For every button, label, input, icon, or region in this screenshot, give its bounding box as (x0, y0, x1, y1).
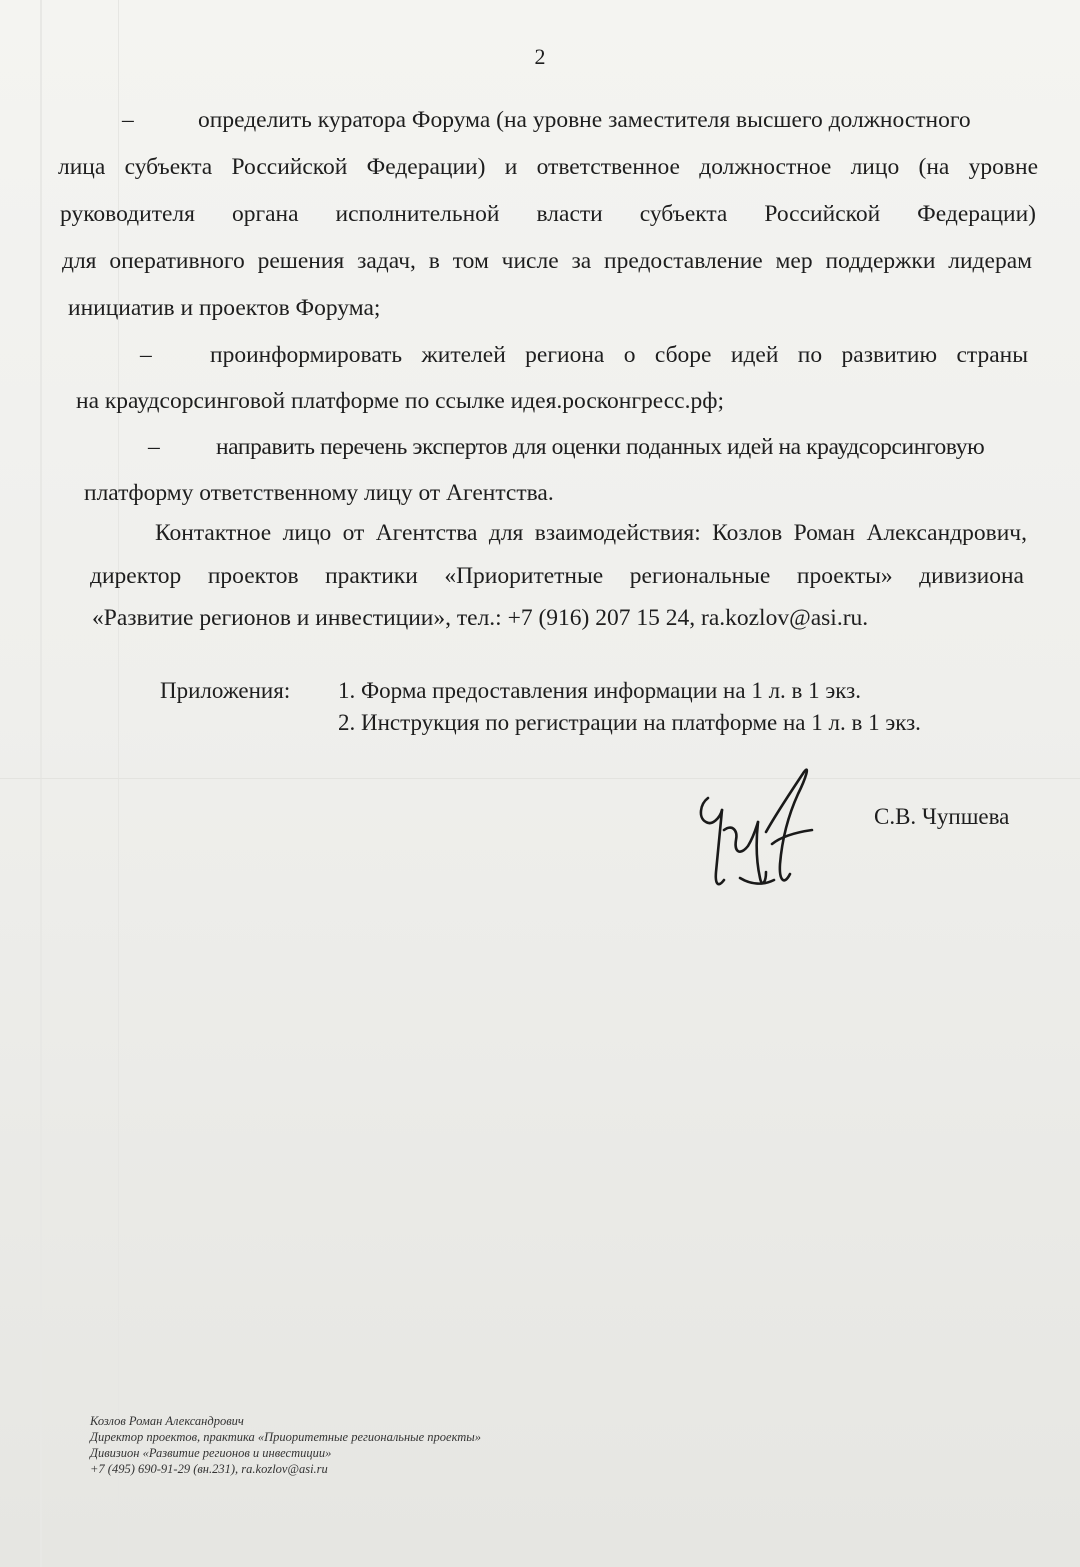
attachment-item-2: 2. Инструкция по регистрации на платформе на 1 л. в 1 экз. (338, 710, 921, 735)
footer-line: Козлов Роман Александрович (90, 1414, 244, 1428)
bullet-3-line-1: направить перечень экспертов для оценки поданных идей на краудсорсинговую (216, 434, 985, 460)
page-number: 2 (534, 44, 546, 69)
paper-crease (0, 778, 1080, 779)
contact-line-3: «Развитие регионов и инвестиции», тел.: +7 (916) 207 15 24, ra.kozlov@asi.ru. (92, 605, 869, 631)
bullet-3-line-2: платформу ответственному лицу от Агентства. (84, 480, 554, 506)
bullet-1-line-3: руководителя органа исполнительной власти субъекта Российской Федерации) (60, 201, 1036, 227)
bullet-dash: – (148, 434, 160, 460)
paper-crease (118, 0, 119, 1567)
bullet-2-line-2: на краудсорсинговой платформе по ссылке идея.росконгресс.рф; (76, 388, 724, 414)
footer-line: Дивизион «Развитие регионов и инвестиции» (90, 1446, 332, 1460)
contact-line-1: Контактное лицо от Агентства для взаимодействия: Козлов Роман Александрович, (155, 520, 1027, 546)
attachment-item-1: 1. Форма предоставления информации на 1 л. в 1 экз. (338, 678, 861, 703)
bullet-1-line-5: инициатив и проектов Форума; (68, 295, 381, 321)
paper-crease (40, 0, 42, 1567)
executor-footer (90, 1413, 481, 1477)
bullet-1-line-4: для оперативного решения задач, в том числе за предоставление мер поддержки лидерам (62, 248, 1032, 274)
signatory-name: С.В. Чупшева (874, 804, 1010, 829)
contact-line-2: директор проектов практики «Приоритетные региональные проекты» дивизиона (90, 563, 1024, 589)
bullet-1-line-1: определить куратора Форума (на уровне заместителя высшего должностного (198, 107, 971, 133)
footer-line: +7 (495) 690-91-29 (вн.231), ra.kozlov@asi.ru (90, 1462, 328, 1476)
bullet-2-line-1: проинформировать жителей региона о сборе идей по развитию страны (210, 342, 1028, 368)
bullet-dash: – (140, 342, 152, 368)
bullet-1-line-2: лица субъекта Российской Федерации) и ответственное должностное лицо (на уровне (58, 154, 1038, 180)
footer-line: Директор проектов, практика «Приоритетные региональные проекты» (90, 1430, 482, 1444)
handwritten-signature (680, 760, 830, 900)
attachments-label: Приложения: (160, 678, 291, 703)
bullet-dash: – (122, 107, 134, 133)
